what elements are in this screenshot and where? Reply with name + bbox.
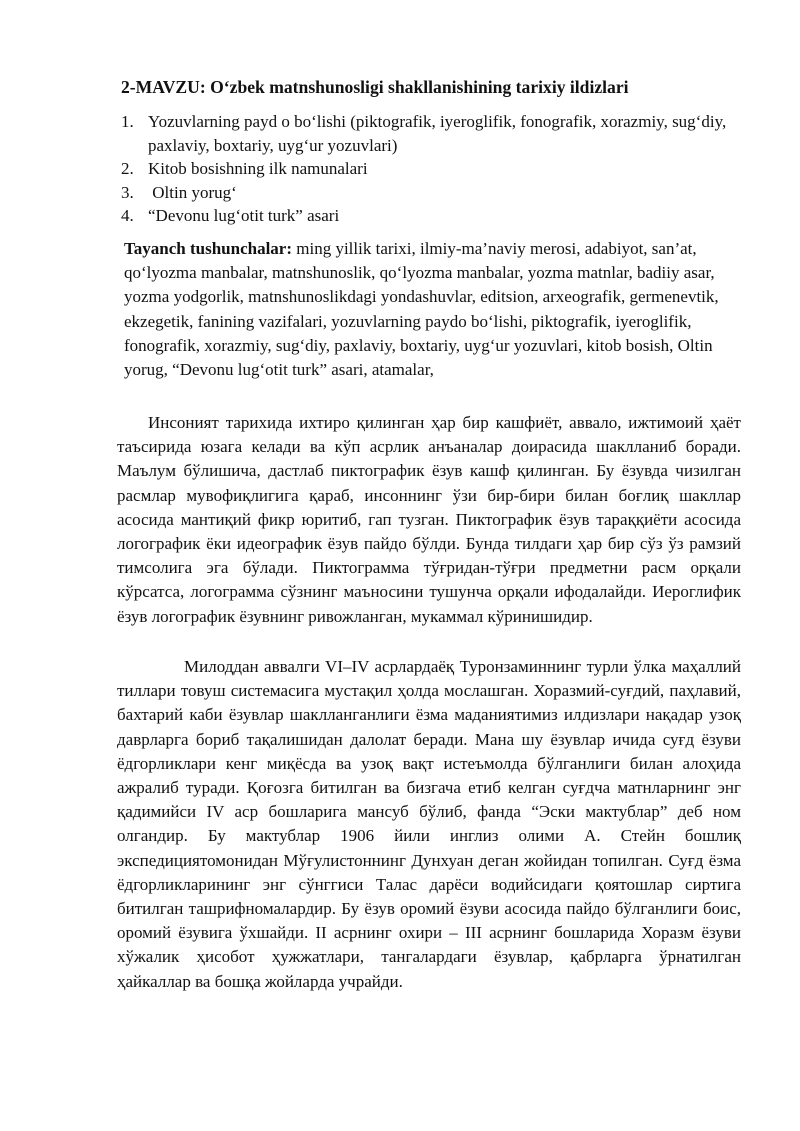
plan-item	[121, 157, 741, 181]
plan-item	[121, 181, 741, 205]
plan-item	[121, 204, 741, 228]
plan-item-number: 1.	[121, 112, 134, 131]
key-concepts	[124, 237, 746, 382]
plan-item-number: 3.	[121, 182, 134, 202]
plan-item-text: “Devonu lug‘otit turk” asari	[148, 206, 340, 225]
topic-plan-list	[121, 110, 741, 228]
plan-item-number: 2.	[121, 159, 134, 178]
plan-item-text: Yozuvlarning payd o bo‘lishi (piktografik, iyeroglifik, fonografik, xorazmiy, sug‘diy, paxlaviy, boxtariy, uyg‘ur yozuvlari)	[148, 112, 727, 155]
plan-item-number: 4.	[121, 206, 134, 225]
key-concepts-text: ming yillik tarixi, ilmiy-ma’naviy merosi, adabiyot, san’at, qo‘lyozma manbalar, matnshunoslik, qo‘lyozma manbalar, yozma matnlar, badiiy asar, yozma yodgorlik, matnshunoslikdagi yondashuvlar, editsion, arxeografik, germenevtik, ekzegetik, fanining vazifalari, yozuvlarning paydo bo‘lishi, piktografik, iyeroglifik, fonografik, xorazmiy, sug‘diy, paxlaviy, boxtariy, uyg‘ur yozuvlari, kitob bosish, Oltin yorug, “Devonu lug‘otit turk” asari, atamalar,	[124, 239, 719, 380]
body-paragraph: Инсоният тарихида ихтиро қилинган ҳар бир кашфиёт, аввало, ижтимоий ҳаёт таъсирида юзага келади ва кўп асрлик анъаналар доирасида шаклланиб боради. Маълум бўлишича, дастлаб пиктографик ёзув кашф қилинган. Бу ёзувда чизилган расмлар мувофиқлигига қараб, инсоннинг ўзи бир-бири билан боғлиқ шакллар асосида мантиқий фикр юритиб, гап тузган. Пиктографик ёзув тараққиёти асосида логографик ёки идеографик ёзув пайдо бўлди. Бунда тилдаги ҳар бир сўз ўз рамзий тимсолига эга бўлади. Пиктограмма тўғридан-тўғри предметни расм орқали кўрсатса, логограмма сўзнинг маъносини тушунча орқали ифодалайди. Иероглифик ёзув логографик ёзувнинг ривожланган, мукаммал кўринишидир.	[117, 413, 741, 626]
body-paragraph: Милоддан аввалги VI–IV асрлардаёқ Туронзаминнинг турли ўлка маҳаллий тиллари товуш системасига мустақил ҳолда мослашган. Хоразмий-суғдий, паҳлавий, бахтарий каби ёзувлар шаклланганлиги ёзма маданиятимиз илдизлари нақадар узоқ даврларга бориб тақалишидан далолат беради. Мана шу ёзувлар ичида суғд ёзуви ёдгорликлари кенг миқёсда ва узоқ вақт истеъмолда бўлганлиги билан алоҳида ажралиб туради. Қоғозга битилган ва бизгача етиб келган суғдча матнларнинг энг қадимийси IV аср бошларига мансуб бўлиб, фанда “Эски мактублар” деб ном олгандир. Бу мактублар 1906 йили инглиз олими А. Стейн бошлиқ экспедициятомонидан Мўғулистоннинг Дунхуан деган жойидан топилган. Суғд ёзма ёдгорликларининг энг сўнггиси Талас дарёси водийсидаги қоятошлар сиртига битилган ташрифномалардир. Бу ёзув оромий ёзуви асосида пайдо бўлганлиги боис, оромий ёзувига ўхшайди. II асрнинг охири – III асрнинг бошларида Хоразм ёзуви хўжалик ҳисобот ҳужжатлари, тангалардаги ёзувлар, қабрларга ўрнатилган ҳайкаллар ва бошқа жойларда учрайди.	[117, 657, 741, 991]
plan-item-text: Oltin yorug‘	[148, 182, 237, 202]
key-concepts-label: Tayanch tushunchalar:	[124, 239, 293, 258]
page-title: 2-MAVZU: O‘zbek matnshunosligi shakllanishining tarixiy ildizlari	[121, 77, 629, 97]
plan-item-text: Kitob bosishning ilk namunalari	[148, 159, 368, 178]
plan-item	[121, 110, 741, 157]
